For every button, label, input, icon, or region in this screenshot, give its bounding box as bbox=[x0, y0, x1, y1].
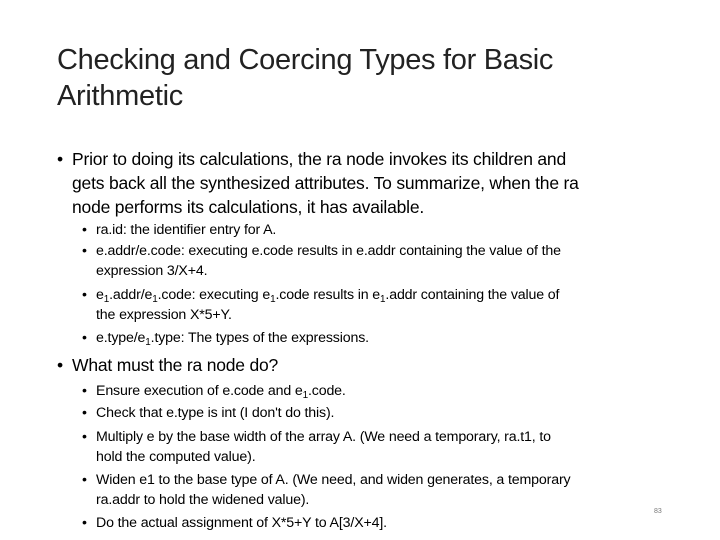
bullet-1-line-3: node performs its calculations, it has available. bbox=[72, 197, 425, 217]
sub-item-e1-addr-line-2: the expression X*5+Y. bbox=[96, 307, 232, 323]
sub-item-assignment: Do the actual assignment of X*5+Y to A[3/X+4]. bbox=[96, 515, 387, 531]
bullet-marker: • bbox=[57, 149, 63, 169]
bullet-marker: • bbox=[82, 405, 87, 421]
bullet-1-line-2: gets back all the synthesized attributes. To summarize, when the ra bbox=[72, 173, 579, 193]
sub-item-widen-line-1: Widen e1 to the base type of A. (We need, and widen generates, a temporary bbox=[96, 472, 571, 488]
sub-item-types: $e.type/e_1.type$: The types of the expressions. bbox=[96, 330, 369, 348]
slide-title-line-1: Checking and Coercing Types for Basic bbox=[57, 44, 554, 76]
sub-item-multiply-line-2: hold the computed value). bbox=[96, 449, 256, 465]
bullet-marker: • bbox=[82, 383, 87, 399]
sub-item-e1-addr-line-1: $e_1.addr/e_1.code$: executing $e_1.code$ results in $e_1.addr$ containing the value of bbox=[96, 287, 560, 305]
sub-item-ensure: Ensure execution of e.code and $e_1.code$. bbox=[96, 383, 346, 401]
bullet-marker: • bbox=[82, 472, 87, 488]
bullet-2: What must the ra node do? bbox=[72, 355, 279, 375]
sub-item-ra-id: ra.id: the identifier entry for A. bbox=[96, 222, 277, 238]
bullet-marker: • bbox=[82, 515, 87, 531]
bullet-marker: • bbox=[82, 243, 87, 259]
bullet-marker: • bbox=[82, 222, 87, 238]
bullet-1-line-1: Prior to doing its calculations, the ra node invokes its children and bbox=[72, 149, 566, 169]
sub-item-e-addr-line-1: e.addr/e.code: executing e.code results in e.addr containing the value of the bbox=[96, 243, 561, 259]
bullet-marker: • bbox=[82, 330, 87, 346]
sub-item-multiply-line-1: Multiply e by the base width of the array A. (We need a temporary, ra.t1, to bbox=[96, 429, 551, 445]
page-number: 83 bbox=[654, 508, 662, 515]
bullet-marker: • bbox=[82, 287, 87, 303]
bullet-marker: • bbox=[57, 355, 63, 375]
sub-item-check: Check that e.type is int (I don't do this). bbox=[96, 405, 335, 421]
slide-title-line-2: Arithmetic bbox=[57, 80, 183, 112]
bullet-marker: • bbox=[82, 429, 87, 445]
sub-item-widen-line-2: ra.addr to hold the widened value). bbox=[96, 492, 310, 508]
sub-item-e-addr-line-2: expression 3/X+4. bbox=[96, 263, 208, 279]
